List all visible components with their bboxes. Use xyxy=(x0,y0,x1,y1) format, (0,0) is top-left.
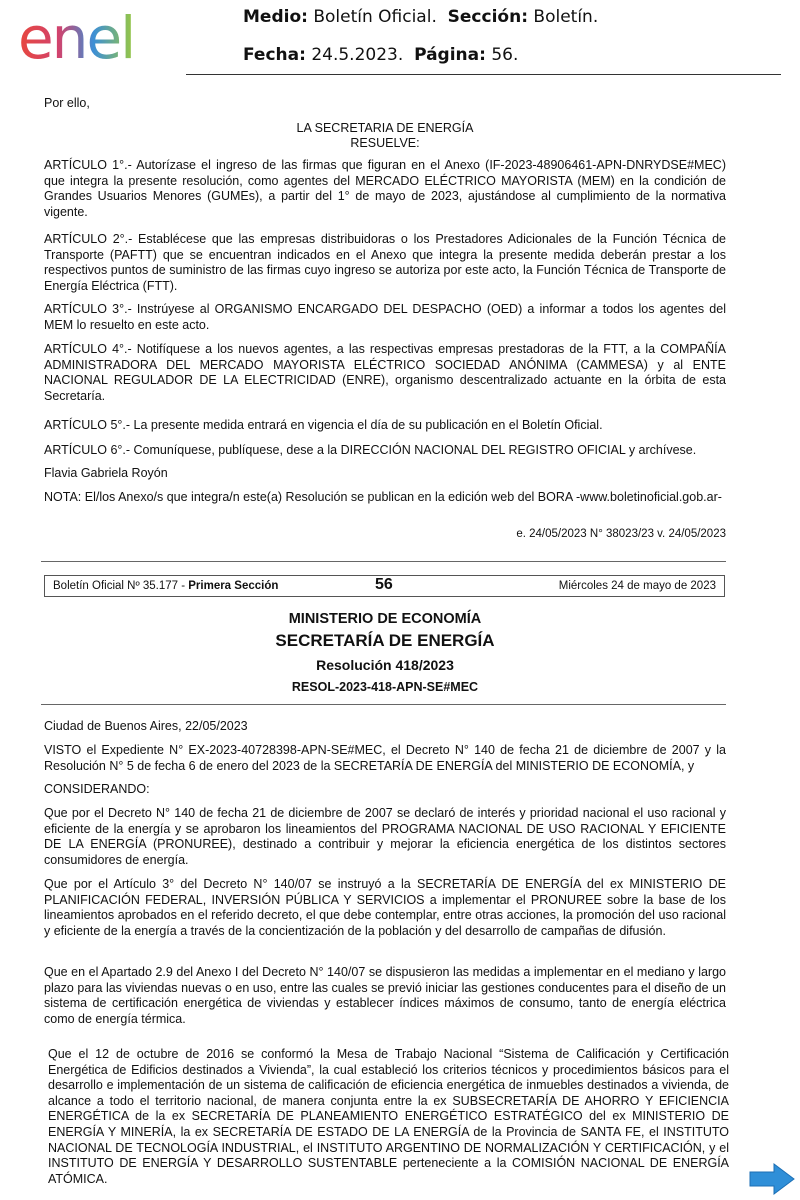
header-medio-line: Medio: Boletín Oficial. Sección: Boletín. xyxy=(243,7,599,27)
firma: Flavia Gabriela Royón xyxy=(44,466,168,480)
svg-text:enel: enel xyxy=(18,6,135,66)
gazette-date: Miércoles 24 de mayo de 2023 xyxy=(558,580,716,592)
resolution-divider xyxy=(41,704,726,705)
next-page-arrow-icon[interactable] xyxy=(748,1162,796,1196)
articulo-2: ARTÍCULO 2°.- Establécese que las empresas distribuidoras o los Prestadores Adicionales de la Función Técnica de Transporte (PAFTT) que se encuentran indicados en el Anexo que integra la presente medida deberán prestar a los respectivos puntos de suministro de las firmas cuyo ingreso se autoriza por este acto, la Función Técnica de Transporte de Energía Eléctrica (FTT). xyxy=(44,232,726,293)
visto-paragraph: VISTO el Expediente N° EX-2023-40728398-APN-SE#MEC, el Decreto N° 140 de fecha 21 de diciembre de 2007 y la Resolución N° 5 de fecha 6 de enero del 2023 de la SECRETARÍA DE ENERGÍA del MINISTERIO DE ECONOMÍA, y xyxy=(44,743,726,773)
articulo-1: ARTÍCULO 1°.- Autorízase el ingreso de las firmas que figuran en el Anexo (IF-2023-48906461-APN-DNRYDSE#MEC) que integra la presente resolución, como agentes del MERCADO ELÉCTRICO MAYORISTA (MEM) en la condición de Grandes Usuarios Menores (GUMEs), a partir del 1° de mayo de 2023, ajustándose al cumplimiento de la normativa vigente. xyxy=(44,158,726,219)
considerando-2: Que por el Artículo 3° del Decreto N° 140/07 se instruyó a la SECRETARÍA DE ENERGÍA del ex MINISTERIO DE PLANIFICACIÓN FEDERAL, INVERSIÓN PÚBLICA Y SERVICIOS a implementar el PRONUREE sobre la base de los lineamientos aprobados en el referido decreto, el que debe contemplar, entre otras acciones, la promoción del uso racional y eficiente de la energía a través de la concientización de la población y del desarrollo de campañas de difusión. xyxy=(44,877,726,938)
considerando-1: Que por el Decreto N° 140 de fecha 21 de diciembre de 2007 se declaró de interés y prioridad nacional el uso racional y eficiente de la energía y se aprobaron los lineamientos del PROGRAMA NACIONAL DE USO RACIONAL Y EFICIENTE DE LA ENERGÍA (PRONUREE), destinado a contribuir y mejorar la eficiencia energética de los distintos sectores consumidores de energía. xyxy=(44,806,726,867)
gazette-page-bar xyxy=(44,575,725,597)
considerando-4: Que el 12 de octubre de 2016 se conformó la Mesa de Trabajo Nacional “Sistema de Calificación y Certificación Energética de Edificios destinados a Vivienda”, la cual estableció los criterios técnicos y procedimientos básicos para el desarrollo e implementación de un sistema de calificación de eficiencia energética de inmuebles destinados a vivienda, de alcance a todo el territorio nacional, de manera conjunta entre la ex SUBSECRETARÍA DE AHORRO Y EFICIENCIA ENERGÉTICA de la ex SECRETARÍA DE PLANEAMIENTO ENERGÉTICO ESTRATÉGICO del ex MINISTERIO DE ENERGÍA Y MINERÍA, la ex SECRETARÍA DE ESTADO DE LA ENERGÍA de la Provincia de SANTA FE, el INSTITUTO NACIONAL DE TECNOLOGÍA INDUSTRIAL, el INSTITUTO ARGENTINO DE NORMALIZACIÓN Y CERTIFICACIÓN, y el INSTITUTO DE ENERGÍA Y DESARROLLO SUSTENTABLE perteneciente a la COMISIÓN NACIONAL DE ENERGÍA ATÓMICA. xyxy=(48,1047,729,1186)
considerando-heading: CONSIDERANDO: xyxy=(44,782,150,796)
ministerio-heading: MINISTERIO DE ECONOMÍA xyxy=(288,611,482,627)
resuelve-heading: RESUELVE: xyxy=(350,136,420,150)
enel-logo xyxy=(16,6,181,66)
publication-reference: e. 24/05/2023 N° 38023/23 v. 24/05/2023 xyxy=(516,528,726,540)
secretaria-energia-heading: SECRETARÍA DE ENERGÍA xyxy=(275,631,495,650)
articulo-4: ARTÍCULO 4°.- Notifíquese a los nuevos agentes, a las respectivas empresas prestadoras de la FTT, a la COMPAÑÍA ADMINISTRADORA DEL MERCADO MAYORISTA ELÉCTRICO SOCIEDAD ANÓNIMA (CAMMESA) y al ENTE NACIONAL REGULADOR DE LA ELECTRICIDAD (ENRE), organismo descentralizado actuante en la órbita de esta Secretaría. xyxy=(44,342,726,403)
header-fecha-line: Fecha: 24.5.2023. Página: 56. xyxy=(243,45,519,65)
section-divider xyxy=(41,561,726,562)
nota: NOTA: El/los Anexo/s que integra/n este(a) Resolución se publican en la edición web del BORA -www.boletinoficial.gob.ar- xyxy=(44,490,722,504)
por-ello-text: Por ello, xyxy=(44,96,90,110)
articulo-3: ARTÍCULO 3°.- Instrúyese al ORGANISMO ENCARGADO DEL DESPACHO (OED) a informar a todos los agentes del MEM lo resuelto en este acto. xyxy=(44,302,726,332)
secretaria-heading: LA SECRETARIA DE ENERGÍA xyxy=(296,121,474,135)
articulo-5: ARTÍCULO 5°.- La presente medida entrará en vigencia el día de su publicación en el Boletín Oficial. xyxy=(44,418,603,432)
resolution-number: Resolución 418/2023 xyxy=(316,657,454,673)
resolution-code: RESOL-2023-418-APN-SE#MEC xyxy=(291,680,479,694)
gazette-edition: Boletín Oficial Nº 35.177 - Primera Sección xyxy=(53,580,279,592)
lugar-fecha: Ciudad de Buenos Aires, 22/05/2023 xyxy=(44,719,248,733)
considerando-3: Que en el Apartado 2.9 del Anexo I del Decreto N° 140/07 se dispusieron las medidas a implementar en el mediano y largo plazo para las viviendas nuevas o en uso, entre las cuales se previó iniciar las gestiones conducentes para el diseño de un sistema de certificación energética de viviendas y establecer índices máximos de consumo, tanto de energía eléctrica como de energía térmica. xyxy=(44,965,726,1026)
gazette-page-number: 56 xyxy=(375,576,393,593)
header-divider xyxy=(186,74,781,75)
articulo-6: ARTÍCULO 6°.- Comuníquese, publíquese, dese a la DIRECCIÓN NACIONAL DEL REGISTRO OFICIAL y archívese. xyxy=(44,443,697,457)
